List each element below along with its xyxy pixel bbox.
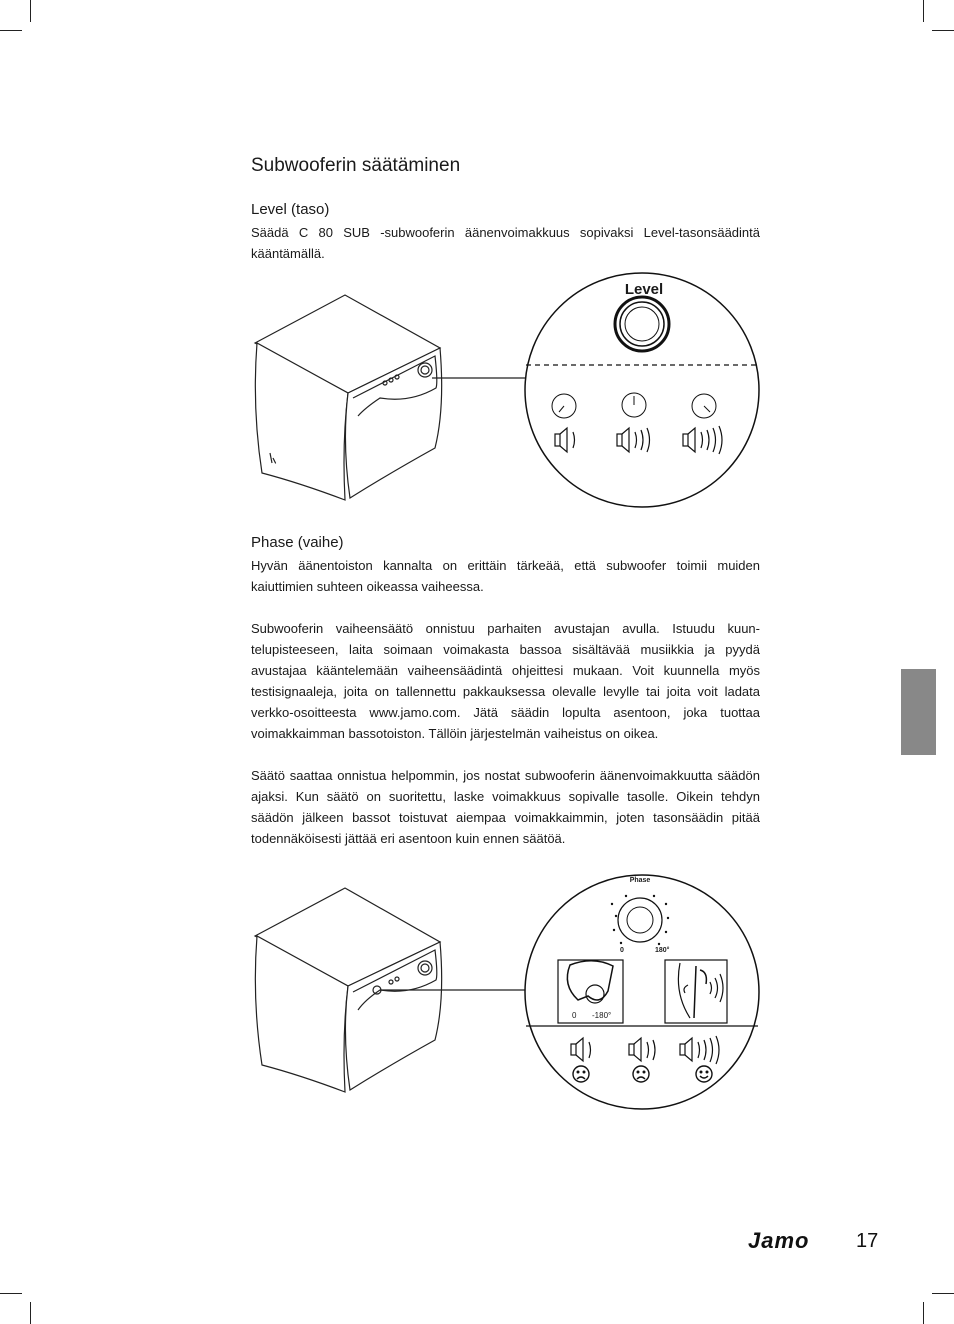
level-illustration	[240, 268, 760, 513]
page-number: 17	[856, 1230, 879, 1252]
level-zoom-circle	[525, 273, 759, 507]
crop-mark	[923, 0, 924, 22]
crop-mark	[923, 1302, 924, 1324]
phase-knob-label: Phase	[629, 877, 651, 884]
level-heading: Level (taso)	[251, 201, 330, 218]
phase-paragraph-1: Hyvän äänentoiston kannalta on erittäin tärkeää, että subwoofer toimii muiden kaiuttimien suhteen oikeassa vaiheessa.	[251, 558, 760, 594]
crop-mark	[0, 1293, 22, 1294]
phase-knob-icon	[618, 898, 662, 942]
subwoofer-drawing	[255, 295, 442, 500]
level-body: Säädä C 80 SUB -subwooferin äänenvoimakkuus sopivaksi Level-tasonsäädintä kääntämällä.	[251, 225, 760, 261]
phase-paragraph-3: Säätö saattaa onnistua helpommin, jos nostat subwooferin äänenvoimakkuutta säädön ajaksi. Kun säätö on suoritettu, laske voimakkuus sopivalle tasolle. Oikein tehdyn säädön jälkeen bassot toistuvat aiempaa voimakkaimmin, joten tasonsäädin pitää todennäköisesti jättää eri asentoon kuin ennen säätöä.	[251, 768, 760, 846]
page-title: Subwooferin säätäminen	[251, 155, 461, 176]
phase-paragraph-2: Subwooferin vaiheensäätö onnistuu parhaiten avustajan avulla. Istuudu kuuntelupisteeseen, laita soimaan voimakasta bassoa sisältävää musiikkia ja pyydä avustajaa kääntelemään vaiheensäädintä ohjeittesi mukaan. Voit kuunnella myös testisignaaleja, joita on tallennettu pakkauksessa olevalle levylle tai joita voit ladata verkko-osoitteesta www.jamo.com. Jätä säädin lopulta asentoon, joka tuottaa voimakkaimman bassotoiston. Tällöin järjestelmän vaiheistus on oikea.	[251, 621, 760, 741]
jamo-logo: Jamo	[748, 1228, 810, 1253]
crop-mark	[30, 0, 31, 22]
crop-mark	[932, 30, 954, 31]
crop-mark	[0, 30, 22, 31]
crop-mark	[932, 1293, 954, 1294]
crop-mark	[30, 1302, 31, 1324]
phase-zoom-circle	[525, 875, 759, 1109]
level-knob-icon	[615, 297, 669, 351]
level-knob-label: Level	[624, 281, 664, 298]
photo-right-label: -180°	[592, 1011, 612, 1020]
phase-dial-right-label: 180°	[655, 947, 670, 954]
phase-dial-left-label: 0	[620, 947, 624, 954]
phase-heading: Phase (vaihe)	[251, 534, 344, 551]
phase-illustration	[240, 870, 760, 1115]
photo-left-label: 0	[572, 1011, 577, 1020]
section-thumb-tab	[901, 669, 936, 755]
